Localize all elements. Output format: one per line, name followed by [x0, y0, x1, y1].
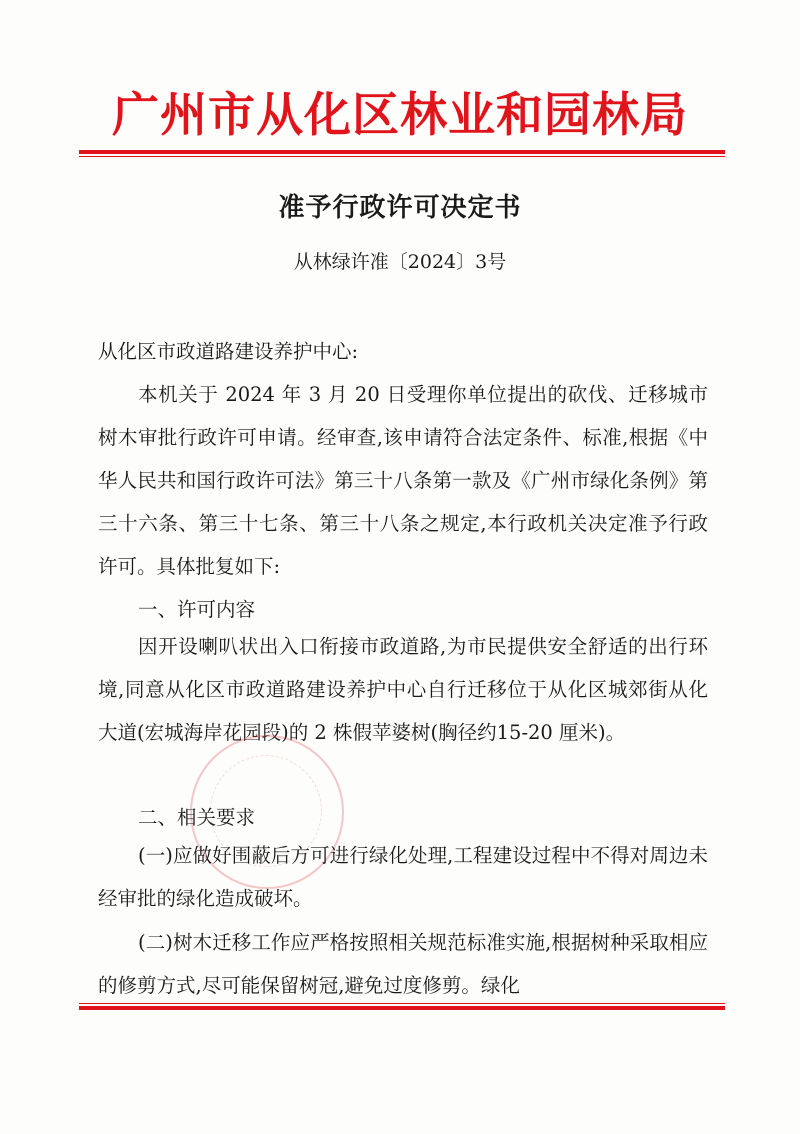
- paragraph-intro: 本机关于 2024 年 3 月 20 日受理你单位提出的砍伐、迁移城市树木审批行政许可申请。经审查,该申请符合法定条件、标准,根据《中华人民共和国行政许可法》第三十八条第一款及《广州市绿化条例》第三十六条、第三十七条、第三十八条之规定,本行政机关决定准予行政许可。具体批复如下:: [98, 383, 708, 578]
- paragraph-requirement-2: (二)树木迁移工作应严格按照相关规范标准实施,根据树种采取相应的修剪方式,尽可能保留树冠,避免过度修剪。绿化: [98, 931, 708, 997]
- document-title: 准予行政许可决定书: [278, 193, 522, 223]
- paragraph-requirement-1: (一)应做好围蔽后方可进行绿化处理,工程建设过程中不得对周边未经审批的绿化造成破坏。: [98, 844, 708, 910]
- footer-red-rule-thin: [79, 1003, 725, 1004]
- section-heading-permit-content: 一、许可内容: [138, 598, 256, 621]
- paragraph-permit-content: 因开设喇叭状出入口衔接市政道路,为市民提供安全舒适的出行环境,同意从化区市政道路建设养护中心自行迁移位于从化区城郊街从化大道(宏城海岸花园段)的 2 株假苹婆树(胸径约15-20 厘米)。: [98, 635, 708, 744]
- section-heading-requirements: 二、相关要求: [138, 806, 256, 829]
- header-red-rule-thick: [79, 150, 725, 154]
- organization-header: 广州市从化区林业和园林局: [112, 88, 688, 143]
- document-number: 从林绿许准〔2024〕3号: [293, 251, 507, 273]
- addressee: 从化区市政道路建设养护中心:: [98, 340, 359, 363]
- footer-red-rule-thick: [79, 1006, 725, 1010]
- header-red-rule-thin: [79, 156, 725, 157]
